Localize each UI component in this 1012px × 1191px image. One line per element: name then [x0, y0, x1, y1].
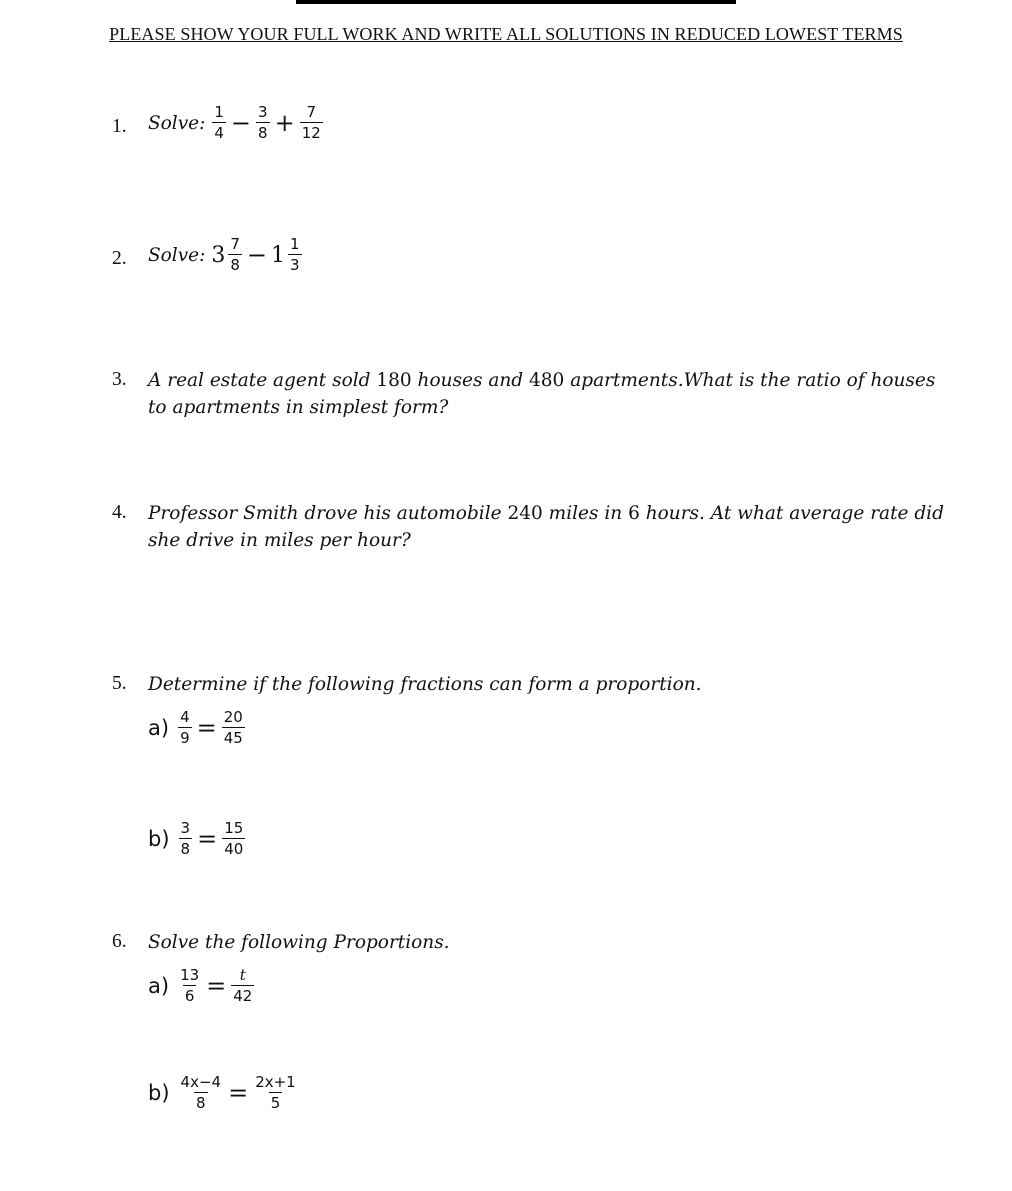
- question-4-line-2: she drive in miles per hour?: [148, 530, 411, 551]
- text-span: houses and: [411, 370, 530, 391]
- question-number: 3.: [112, 369, 127, 390]
- denominator: 40: [224, 840, 244, 858]
- fraction: [178, 709, 192, 747]
- denominator: 42: [233, 987, 253, 1005]
- numerator: 2x+1: [255, 1073, 296, 1091]
- question-number: 4.: [112, 502, 127, 523]
- question-6a: [148, 967, 257, 1005]
- number-value: 240: [507, 503, 543, 524]
- minus-operator: −: [230, 109, 252, 137]
- number-value: 6: [628, 503, 640, 524]
- question-5a: [148, 709, 248, 747]
- text-span: hours. At what average rate did: [639, 503, 944, 524]
- fraction: [231, 967, 254, 1005]
- fraction: [212, 104, 226, 142]
- part-label: b): [148, 827, 170, 851]
- equals-operator: =: [196, 714, 217, 742]
- denominator: 8: [196, 1094, 206, 1112]
- question-4-text: [148, 500, 988, 554]
- numerator: 15: [224, 819, 244, 837]
- question-number: 2.: [112, 248, 127, 269]
- numerator: 3: [180, 819, 191, 837]
- question-3-line-1: [148, 367, 978, 394]
- denominator: 45: [223, 729, 243, 747]
- text-span: apartments.What is the ratio of houses: [564, 370, 936, 391]
- minus-operator: −: [246, 241, 268, 269]
- number-value: 480: [529, 370, 565, 391]
- equals-operator: =: [206, 972, 227, 1000]
- fraction: [300, 104, 323, 142]
- question-number: 1.: [112, 116, 127, 137]
- denominator: 5: [270, 1094, 281, 1112]
- whole-number: 1: [271, 242, 286, 268]
- text-span: miles in: [542, 503, 629, 524]
- question-6-text: Solve the following Proportions.: [148, 932, 450, 953]
- equals-operator: =: [197, 825, 218, 853]
- denominator: 8: [180, 840, 191, 858]
- solve-prompt: Solve:: [148, 244, 206, 266]
- numerator: 7: [230, 235, 240, 253]
- part-label: b): [148, 1081, 170, 1105]
- question-6b: [148, 1074, 301, 1112]
- fraction: [178, 967, 201, 1005]
- solve-prompt: Solve:: [148, 112, 206, 134]
- numerator: 20: [223, 708, 243, 726]
- whole-number: 3: [211, 242, 226, 268]
- numerator: 1: [290, 235, 300, 253]
- question-3-line-2: to apartments in simplest form?: [148, 397, 449, 418]
- question-5b: [148, 820, 248, 858]
- fraction: [179, 1074, 224, 1112]
- denominator: 8: [258, 124, 268, 142]
- question-4-line-1: [148, 500, 988, 527]
- numerator: 3: [258, 103, 268, 121]
- question-3-text: [148, 367, 978, 421]
- fraction: [288, 236, 302, 274]
- part-label: a): [148, 716, 170, 740]
- denominator: 4: [214, 124, 224, 142]
- question-1-expression: [148, 104, 326, 142]
- question-5-text: Determine if the following fractions can form a proportion.: [148, 674, 702, 695]
- plus-operator: +: [274, 109, 295, 137]
- part-label: a): [148, 974, 170, 998]
- question-number: 5.: [112, 673, 127, 694]
- denominator: 3: [290, 256, 300, 274]
- fraction: [179, 820, 193, 858]
- text-span: A real estate agent sold: [148, 370, 377, 391]
- fraction: [222, 820, 245, 858]
- fraction: [222, 709, 245, 747]
- question-2-expression: [148, 236, 305, 274]
- numerator: 4: [180, 708, 190, 726]
- instructions-header: PLEASE SHOW YOUR FULL WORK AND WRITE ALL SOLUTIONS IN REDUCED LOWEST TERMS: [109, 24, 903, 44]
- text-span: Professor Smith drove his automobile: [148, 503, 508, 524]
- denominator: 6: [184, 987, 195, 1005]
- number-value: 180: [376, 370, 412, 391]
- numerator: t: [239, 966, 246, 984]
- numerator: 13: [180, 966, 200, 984]
- numerator: 7: [306, 103, 316, 121]
- equals-operator: =: [228, 1079, 249, 1107]
- denominator: 9: [180, 729, 190, 747]
- numerator: 4x−4: [180, 1073, 222, 1091]
- fraction: [256, 104, 270, 142]
- denominator: 12: [301, 124, 321, 142]
- denominator: 8: [230, 256, 240, 274]
- top-border-bar: [296, 0, 736, 4]
- fraction: [228, 236, 242, 274]
- numerator: 1: [214, 103, 224, 121]
- fraction: [253, 1074, 298, 1112]
- question-number: 6.: [112, 931, 127, 952]
